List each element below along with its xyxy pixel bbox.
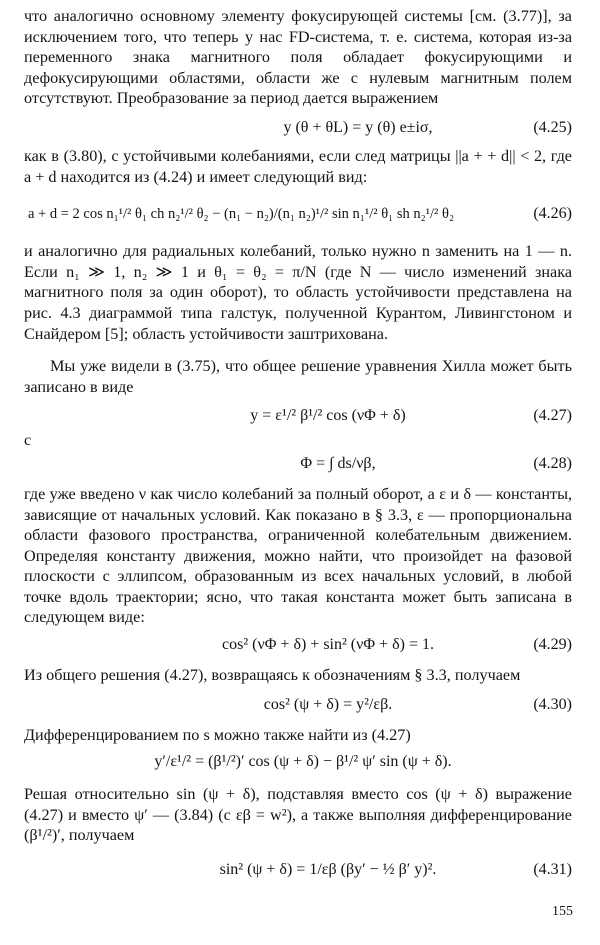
equation-number: (4.29) — [533, 636, 572, 654]
equation-4-31 — [24, 854, 572, 886]
paragraph-3: и аналогично для радиальных колебаний, только нужно n заменить на 1 — n. Если n₁ ≫ 1, n₂ ≫ 1 и θ₁ = θ₂ = π/N (где N — число изменений знака магнитного поля за один оборот), то область устойчивости представлена на рис. 4.3 диаграммой типа галстук, полученной Курантом, Ливингстоном и Снайдером [5]; область устойчивости заштрихована. — [24, 242, 572, 343]
equation-body: cos² (ψ + δ) = y²/εβ. — [263, 695, 393, 713]
equation-body: sin² (ψ + δ) = 1/εβ (βy′ − ½ β′ y)². — [219, 861, 437, 879]
equation-number: (4.30) — [533, 695, 572, 713]
equation-body: a + d = 2 cos n₁¹/² θ₁ ch n₂¹/² θ₂ − (n₁ − n₂)/(n₁ n₂)¹/² sin n₁¹/² θ₁ sh n₂¹/² θ₂ — [28, 206, 455, 223]
paragraph-7: Из общего решения (4.27), возвращаясь к обозначениям § 3.3, получаем — [24, 666, 521, 685]
page-body — [24, 6, 572, 886]
equation-4-28 — [24, 451, 572, 476]
paragraph-4: Мы уже видели в (3.75), что общее решение уравнения Хилла может быть записано в виде — [24, 357, 572, 396]
equation-number: (4.28) — [533, 454, 572, 472]
equation-number: (4.31) — [533, 861, 572, 879]
equation-4-30 — [24, 692, 572, 717]
equation-4-26 — [24, 197, 572, 231]
equation-body: y′/ε¹/² = (β¹/²)′ cos (ψ + δ) − β¹/² ψ′ sin (ψ + δ). — [154, 753, 452, 771]
equation-number: (4.26) — [533, 205, 572, 223]
paragraph-8: Дифференцированием по s можно также найти из (4.27) — [24, 725, 411, 744]
paragraph-5: с — [24, 431, 32, 450]
paragraph-2: как в (3.80), с устойчивыми колебаниями, если след матрицы ||a + + d|| < 2, где a + d находится из (4.24) и имеет следующий вид: — [24, 146, 572, 186]
equation-4-27 — [24, 403, 572, 428]
equation-4-29 — [24, 632, 572, 657]
paragraph-1: что аналогично основному элементу фокусирующей системы [см. (3.77)], за исключением того, что теперь у нас FD-система, т. е. система, которая из-за переменного знака магнитного поля обладает фокусирующими и дефокусирующими областями, области же с нулевым магнитным полем отсутствуют. Преобразование за период дается выражением — [24, 7, 572, 108]
equation-body: y = ε¹/² β¹/² cos (νΦ + δ) — [250, 407, 406, 425]
paragraph-6: где уже введено ν как число колебаний за полный оборот, а ε и δ — константы, зависящие от начальных условий. Как показано в § 3.3, ε — пропорциональна области фазового пространства, ограниченной колебательным движением. Определяя константу движения, можно найти, что произойдет на фазовой плоскости с эллипсом, образованным из всех начальных условий, в любой точке вдоль траектории; ясно, что такая константа может быть записана в следующем виде: — [24, 484, 572, 627]
equation-number: (4.27) — [533, 407, 572, 425]
page-number: 155 — [552, 904, 573, 919]
equation-unnumbered — [24, 749, 572, 774]
equation-body: cos² (νΦ + δ) + sin² (νΦ + δ) = 1. — [222, 636, 434, 654]
paragraph-9: Решая относительно sin (ψ + δ), подставляя вместо cos (ψ + δ) выражение (4.27) и вместо ψ′ — (3.84) (с εβ = w²), а также выполняя дифференцирование (β¹/²)′, получаем — [24, 785, 572, 845]
equation-4-25 — [24, 115, 572, 140]
equation-number: (4.25) — [533, 118, 572, 136]
equation-body: y (θ + θL) = y (θ) e±iσ, — [283, 118, 433, 136]
equation-body: Φ = ∫ ds/νβ, — [300, 454, 376, 472]
